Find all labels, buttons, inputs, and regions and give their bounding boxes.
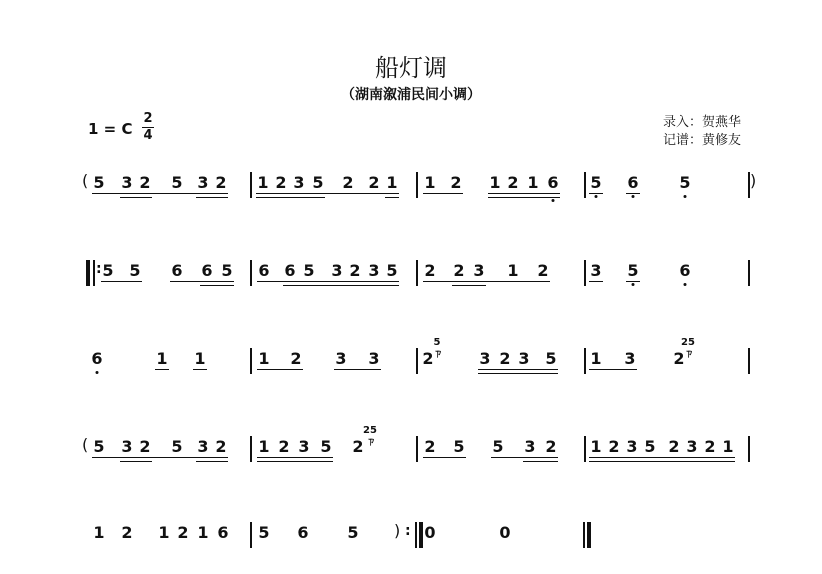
beam-underline xyxy=(193,369,207,370)
note: 3 xyxy=(197,173,209,192)
note: 3 xyxy=(524,437,536,456)
note: 2 xyxy=(278,437,290,456)
note: 5 xyxy=(171,437,183,456)
note: 5 xyxy=(221,261,233,280)
note: 5 xyxy=(386,261,398,280)
note: 1 xyxy=(386,173,398,192)
open-parenthesis: ( xyxy=(82,435,89,454)
beam-underline xyxy=(423,281,550,282)
credit-notation: 记谱：黄修友 xyxy=(663,133,742,148)
note: 2 xyxy=(424,261,436,280)
note: 5 xyxy=(129,261,141,280)
beam-underline xyxy=(334,369,381,370)
repeat-start-thick-barline xyxy=(86,260,90,286)
beam-underline xyxy=(283,285,399,286)
beam-underline xyxy=(155,369,169,370)
note: 3 xyxy=(197,437,209,456)
note: 2 xyxy=(121,523,133,542)
note: 3 xyxy=(686,437,698,456)
note: 2 xyxy=(673,349,685,368)
close-parenthesis: ) xyxy=(394,521,401,540)
note: 3 xyxy=(590,261,602,280)
key-signature: 1 = C xyxy=(88,120,133,138)
note: 5 xyxy=(93,437,105,456)
beam-underline xyxy=(257,369,303,370)
note: 3 xyxy=(473,261,485,280)
note: 6 xyxy=(171,261,183,280)
note: 3 xyxy=(624,349,636,368)
repeat-start-thin-barline xyxy=(93,260,95,286)
note: 3 xyxy=(298,437,310,456)
note: 1 xyxy=(197,523,209,542)
note: 0 xyxy=(499,523,511,542)
note: 2 xyxy=(424,437,436,456)
note: 3 xyxy=(331,261,343,280)
grace-slur-icon: ㄗ xyxy=(433,349,443,360)
note: 5 xyxy=(679,173,691,192)
beam-underline xyxy=(385,197,399,198)
grace-note: 5 xyxy=(433,337,441,348)
note: 3 xyxy=(335,349,347,368)
note: 5 xyxy=(627,261,639,280)
note: 1 xyxy=(527,173,539,192)
note: 5 xyxy=(171,173,183,192)
note: 2 xyxy=(342,173,354,192)
note: 2 xyxy=(537,261,549,280)
note: 1 xyxy=(507,261,519,280)
note: 1 xyxy=(156,349,168,368)
beam-underline xyxy=(120,461,152,462)
note: 1 xyxy=(194,349,206,368)
beam-underline xyxy=(488,197,560,198)
barline xyxy=(748,260,750,286)
note: 6 xyxy=(297,523,309,542)
beam-underline xyxy=(196,461,228,462)
note: 2 xyxy=(499,349,511,368)
note: 5 xyxy=(453,437,465,456)
note: 6 xyxy=(627,173,639,192)
song-subtitle: （湖南溆浦民间小调） xyxy=(341,87,481,103)
note: 2 xyxy=(422,349,434,368)
note: 1 xyxy=(257,173,269,192)
note: 5 xyxy=(644,437,656,456)
note: 6 xyxy=(679,261,691,280)
beam-underline xyxy=(423,457,466,458)
time-signature xyxy=(142,112,154,143)
beam-underline xyxy=(196,197,228,198)
barline xyxy=(584,172,586,198)
note: 2 xyxy=(215,437,227,456)
note: 5 xyxy=(492,437,504,456)
note: 5 xyxy=(590,173,602,192)
note: 2 xyxy=(608,437,620,456)
beam-underline xyxy=(478,373,558,374)
note: 2 xyxy=(545,437,557,456)
beam-underline xyxy=(257,461,333,462)
beam-underline xyxy=(256,193,399,194)
close-parenthesis: ) xyxy=(750,171,757,190)
low-octave-dot xyxy=(595,195,598,198)
barline xyxy=(250,260,252,286)
barline xyxy=(416,348,418,374)
beam-underline xyxy=(491,457,558,458)
note: 1 xyxy=(258,349,270,368)
beam-underline xyxy=(423,193,463,194)
grace-slur-icon: ㄗ xyxy=(684,349,694,360)
barline xyxy=(748,436,750,462)
note: 3 xyxy=(368,261,380,280)
low-octave-dot xyxy=(632,283,635,286)
score-row-5 xyxy=(0,522,822,562)
note: 5 xyxy=(93,173,105,192)
low-octave-dot xyxy=(552,199,555,202)
note: 6 xyxy=(217,523,229,542)
note: 5 xyxy=(320,437,332,456)
score-row-4 xyxy=(0,425,822,476)
note: 2 xyxy=(453,261,465,280)
note: 1 xyxy=(489,173,501,192)
beam-underline xyxy=(452,285,486,286)
song-title: 船灯调 xyxy=(375,54,447,82)
note: 3 xyxy=(293,173,305,192)
note: 2 xyxy=(450,173,462,192)
barline xyxy=(584,260,586,286)
repeat-dots: : xyxy=(96,261,102,277)
beam-underline xyxy=(257,281,399,282)
note: 5 xyxy=(545,349,557,368)
grace-note: 25 xyxy=(363,425,377,436)
score-row-3 xyxy=(0,337,822,388)
note: 2 xyxy=(139,437,151,456)
note: 3 xyxy=(626,437,638,456)
low-octave-dot xyxy=(96,371,99,374)
barline xyxy=(416,436,418,462)
beam-underline xyxy=(256,197,325,198)
note: 2 xyxy=(352,437,364,456)
note: 5 xyxy=(102,261,114,280)
barline xyxy=(250,436,252,462)
meter-top: 2 xyxy=(143,111,153,126)
beam-underline xyxy=(92,193,228,194)
note: 3 xyxy=(368,349,380,368)
note: 5 xyxy=(258,523,270,542)
note: 5 xyxy=(347,523,359,542)
barline xyxy=(748,348,750,374)
note: 6 xyxy=(201,261,213,280)
beam-underline xyxy=(626,281,640,282)
note: 1 xyxy=(424,173,436,192)
beam-underline xyxy=(101,281,142,282)
beam-underline xyxy=(170,281,234,282)
barline xyxy=(416,260,418,286)
note: 1 xyxy=(158,523,170,542)
repeat-end-thick-barline xyxy=(419,522,423,548)
score-row-2 xyxy=(0,260,822,300)
note: 1 xyxy=(93,523,105,542)
beam-underline xyxy=(523,461,558,462)
repeat-end-thin-barline xyxy=(415,522,417,548)
barline xyxy=(250,348,252,374)
beam-underline xyxy=(92,457,228,458)
note: 2 xyxy=(139,173,151,192)
note: 3 xyxy=(121,437,133,456)
low-octave-dot xyxy=(632,195,635,198)
beam-underline xyxy=(120,197,152,198)
beam-underline xyxy=(589,193,603,194)
barline xyxy=(584,436,586,462)
beam-underline xyxy=(589,281,603,282)
beam-underline xyxy=(200,285,234,286)
beam-underline xyxy=(488,193,560,194)
note: 2 xyxy=(507,173,519,192)
beam-underline xyxy=(589,369,637,370)
barline xyxy=(250,522,252,548)
note: 6 xyxy=(91,349,103,368)
note: 5 xyxy=(312,173,324,192)
note: 2 xyxy=(668,437,680,456)
repeat-dots: : xyxy=(405,523,411,539)
beam-underline xyxy=(478,369,558,370)
note: 2 xyxy=(368,173,380,192)
beam-underline xyxy=(589,461,735,462)
low-octave-dot xyxy=(684,195,687,198)
note: 1 xyxy=(590,349,602,368)
note: 2 xyxy=(275,173,287,192)
beam-underline xyxy=(589,457,735,458)
barline xyxy=(416,172,418,198)
open-parenthesis: ( xyxy=(82,171,89,190)
note: 6 xyxy=(547,173,559,192)
note: 5 xyxy=(303,261,315,280)
credit-entry: 录入：贺燕华 xyxy=(663,115,742,130)
grace-slur-icon: ㄗ xyxy=(366,437,376,448)
note: 2 xyxy=(704,437,716,456)
note: 1 xyxy=(722,437,734,456)
meter-bottom: 4 xyxy=(143,128,153,143)
score-row-1 xyxy=(0,172,822,212)
note: 6 xyxy=(258,261,270,280)
note: 2 xyxy=(349,261,361,280)
final-thick-barline xyxy=(587,522,591,548)
beam-underline xyxy=(626,193,640,194)
barline xyxy=(250,172,252,198)
beam-underline xyxy=(257,457,333,458)
note: 3 xyxy=(121,173,133,192)
low-octave-dot xyxy=(684,283,687,286)
note: 2 xyxy=(215,173,227,192)
note: 1 xyxy=(590,437,602,456)
grace-note: 25 xyxy=(681,337,695,348)
note: 0 xyxy=(424,523,436,542)
note: 2 xyxy=(177,523,189,542)
final-thin-barline xyxy=(583,522,585,548)
note: 6 xyxy=(284,261,296,280)
note: 3 xyxy=(518,349,530,368)
note: 2 xyxy=(290,349,302,368)
note: 1 xyxy=(258,437,270,456)
barline xyxy=(584,348,586,374)
note: 3 xyxy=(479,349,491,368)
